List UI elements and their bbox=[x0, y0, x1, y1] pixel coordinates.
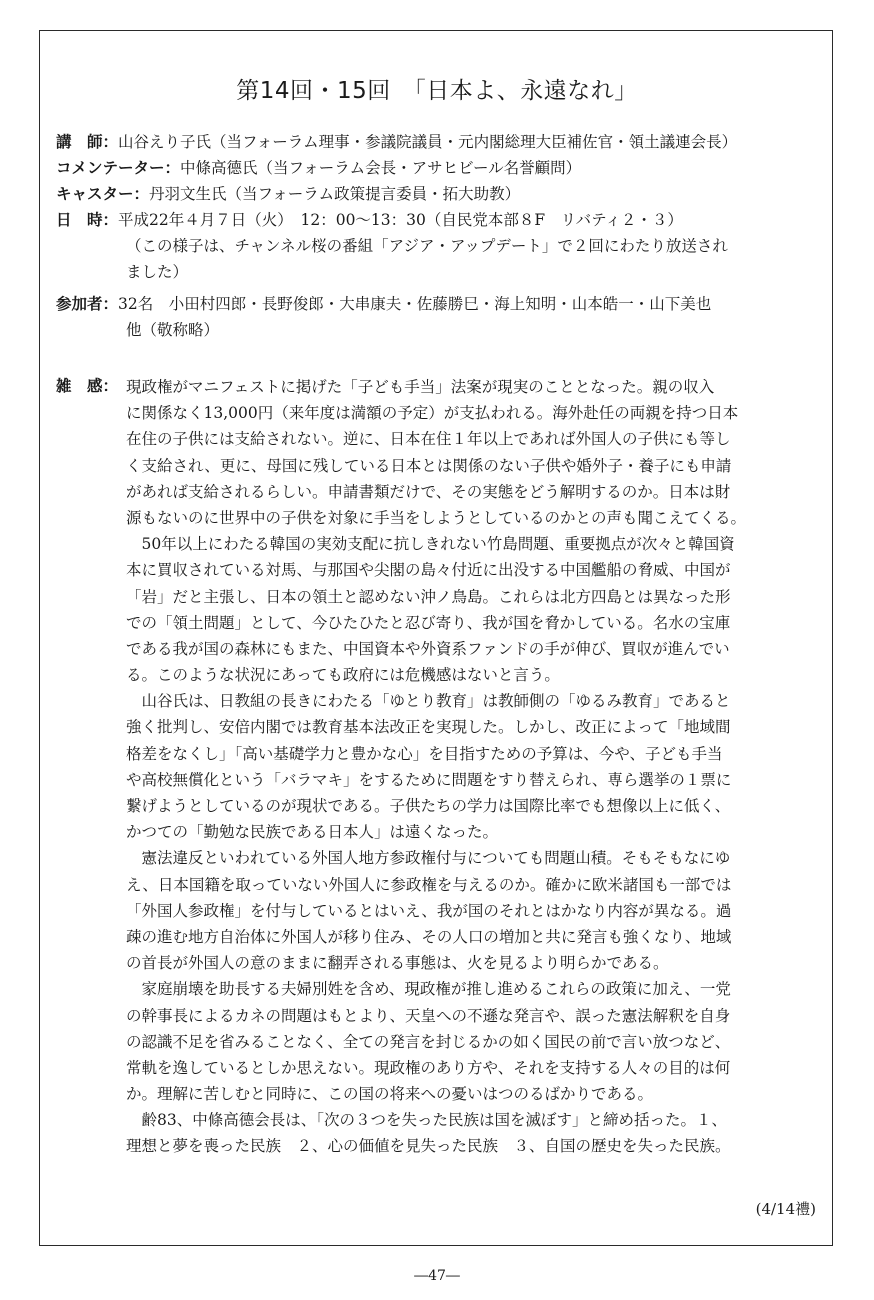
body-line: 疎の進む地方自治体に外国人が移り住み、その人口の増加と共に発言も強くなり、地域 bbox=[126, 927, 732, 946]
page-number: ―47― bbox=[414, 1268, 460, 1284]
caster-row bbox=[56, 182, 520, 206]
participants-row bbox=[56, 292, 711, 316]
body-line: 50年以上にわたる韓国の実効支配に抗しきれない竹島問題、重要拠点が次々と韓国資 bbox=[126, 535, 735, 554]
body-line: の幹事長によるカネの問題はもとより、天皇への不遜な発言や、誤った憲法解釈を自身 bbox=[126, 1006, 731, 1025]
datetime-value: 平成22年４月７日（火） 12：00～13：30（自民党本部８F リバティ２・３） bbox=[118, 211, 683, 229]
body-line: があれば支給されるらしい。申請書類だけで、その実態をどう解明するのか。日本は財 bbox=[126, 482, 731, 501]
body-line: 家庭崩壊を助長する夫婦別姓を含め、現政権が推し進めるこれらの政策に加え、一党 bbox=[126, 980, 731, 999]
broadcast-note-line2: ました） bbox=[126, 263, 189, 281]
body-line: 理想と夢を喪った民族 ２、心の価値を見失った民族 ３、自国の歴史を失った民族。 bbox=[126, 1137, 731, 1156]
body-line: 山谷氏は、日教組の長きにわたる「ゆとり教育」は教師側の「ゆるみ教育」であると bbox=[126, 692, 731, 711]
impressions-body bbox=[126, 374, 816, 1160]
body-line: の認識不足を省みることなく、全ての発言を封じるかの如く国民の前で言い放つなど、 bbox=[126, 1032, 731, 1051]
datetime-label: 日 時： bbox=[56, 211, 119, 229]
participants-line2: 他（敬称略） bbox=[126, 321, 220, 339]
commentator-value: 中條高德氏（当フォーラム会長・アサヒビール名誉顧問） bbox=[180, 159, 582, 177]
impressions-label: 雑 感： bbox=[56, 377, 119, 395]
broadcast-note-line1: （この様子は、チャンネル桜の番組「アジア・アップデート」で２回にわたり放送され bbox=[126, 237, 728, 255]
body-line: 格差をなくし」「高い基礎学力と豊かな心」を目指すための予算は、今や、子ども手当 bbox=[126, 744, 723, 763]
body-line: 繋げようとしているのが現状である。子供たちの学力は国際比率でも想像以上に低く、 bbox=[126, 797, 731, 815]
body-line: え、日本国籍を取っていない外国人に参政権を与えるのか。確かに欧米諸国も一部では bbox=[126, 875, 732, 894]
lecturer-value: 山谷えり子氏（当フォーラム理事・参議院議員・元内閣総理大臣補佐官・領土議連会長） bbox=[118, 133, 738, 151]
body-line: かつての「勤勉な民族である日本人」は遠くなった。 bbox=[126, 823, 499, 842]
body-line: か。理解に苦しむと同時に、この国の将来への憂いはつのるばかりである。 bbox=[126, 1085, 654, 1104]
body-line: 「岩」だと主張し、日本の領土と認めない沖ノ鳥島。これらは北方四島とは異なった形 bbox=[126, 587, 731, 606]
caster-label: キャスター： bbox=[56, 185, 150, 203]
body-line: である我が国の森林にもまた、中国資本や外資系ファンドの手が伸び、買収が進んでい bbox=[126, 639, 730, 658]
signoff: (4/14禮) bbox=[755, 1200, 816, 1218]
participants-value: 32名 小田村四郎・長野俊郎・大串康夫・佐藤勝巳・海上知明・山本皓一・山下美也 bbox=[118, 295, 712, 313]
body-line: 「外国人参政権」を付与しているとはいえ、我が国のそれとはかなり内容が異なる。過 bbox=[126, 901, 732, 920]
body-line: 本に買収されている対馬、与那国や尖閣の島々付近に出没する中国艦船の脅威、中国が bbox=[126, 561, 731, 580]
caster-value: 丹羽文生氏（当フォーラム政策提言委員・拓大助教） bbox=[149, 185, 521, 203]
body-line: の首長が外国人の意のままに翻弄される事態は、火を見るより明らかである。 bbox=[126, 954, 669, 973]
body-line: や高校無償化という「バラマキ」をするために問題をすり替えられ、専ら選挙の１票に bbox=[126, 770, 732, 789]
body-line: く支給され、更に、母国に残している日本とは関係のない子供や婚外子・養子にも申請 bbox=[126, 456, 732, 475]
body-line: 現政権がマニフェストに掲げた「子ども手当」法案が現実のこととなった。親の収入 bbox=[126, 378, 715, 396]
participants-label: 参加者： bbox=[56, 295, 119, 313]
body-line: 齢83、中條高德会長は、「次の３つを失った民族は国を滅ぼす」と締め括った。１、 bbox=[126, 1111, 727, 1130]
body-line: 常軌を逸しているとしか思えない。現政権のあり方や、それを支持する人々の目的は何 bbox=[126, 1058, 731, 1077]
page-title: 第14回・15回 「日本よ、永遠なれ」 bbox=[236, 78, 638, 104]
body-line: 源もないのに世界中の子供を対象に手当をしようとしているのかとの声も聞こえてくる。 bbox=[126, 508, 747, 527]
datetime-row bbox=[56, 208, 683, 232]
body-line: 強く批判し、安倍内閣では教育基本法改正を実現した。しかし、改正によって「地域間 bbox=[126, 718, 731, 737]
commentator-row bbox=[56, 156, 581, 180]
lecturer-row bbox=[56, 130, 737, 154]
body-line: 在住の子供には支給されない。逆に、日本在住１年以上であれば外国人の子供にも等し bbox=[126, 430, 731, 449]
lecturer-label: 講 師： bbox=[56, 133, 119, 151]
commentator-label: コメンテーター： bbox=[56, 159, 181, 177]
body-line: での「領土問題」として、今ひたひたと忍び寄り、我が国を脅かしている。名水の宝庫 bbox=[126, 613, 731, 632]
body-line: る。このような状況にあっても政府には危機感はないと言う。 bbox=[126, 666, 560, 685]
body-line: 憲法違反といわれている外国人地方参政権付与についても問題山積。そもそもなにゆ bbox=[126, 849, 731, 868]
body-line: に関係なく13,000円（来年度は満額の予定）が支払われる。海外赴任の両親を持つ日本 bbox=[126, 404, 739, 423]
